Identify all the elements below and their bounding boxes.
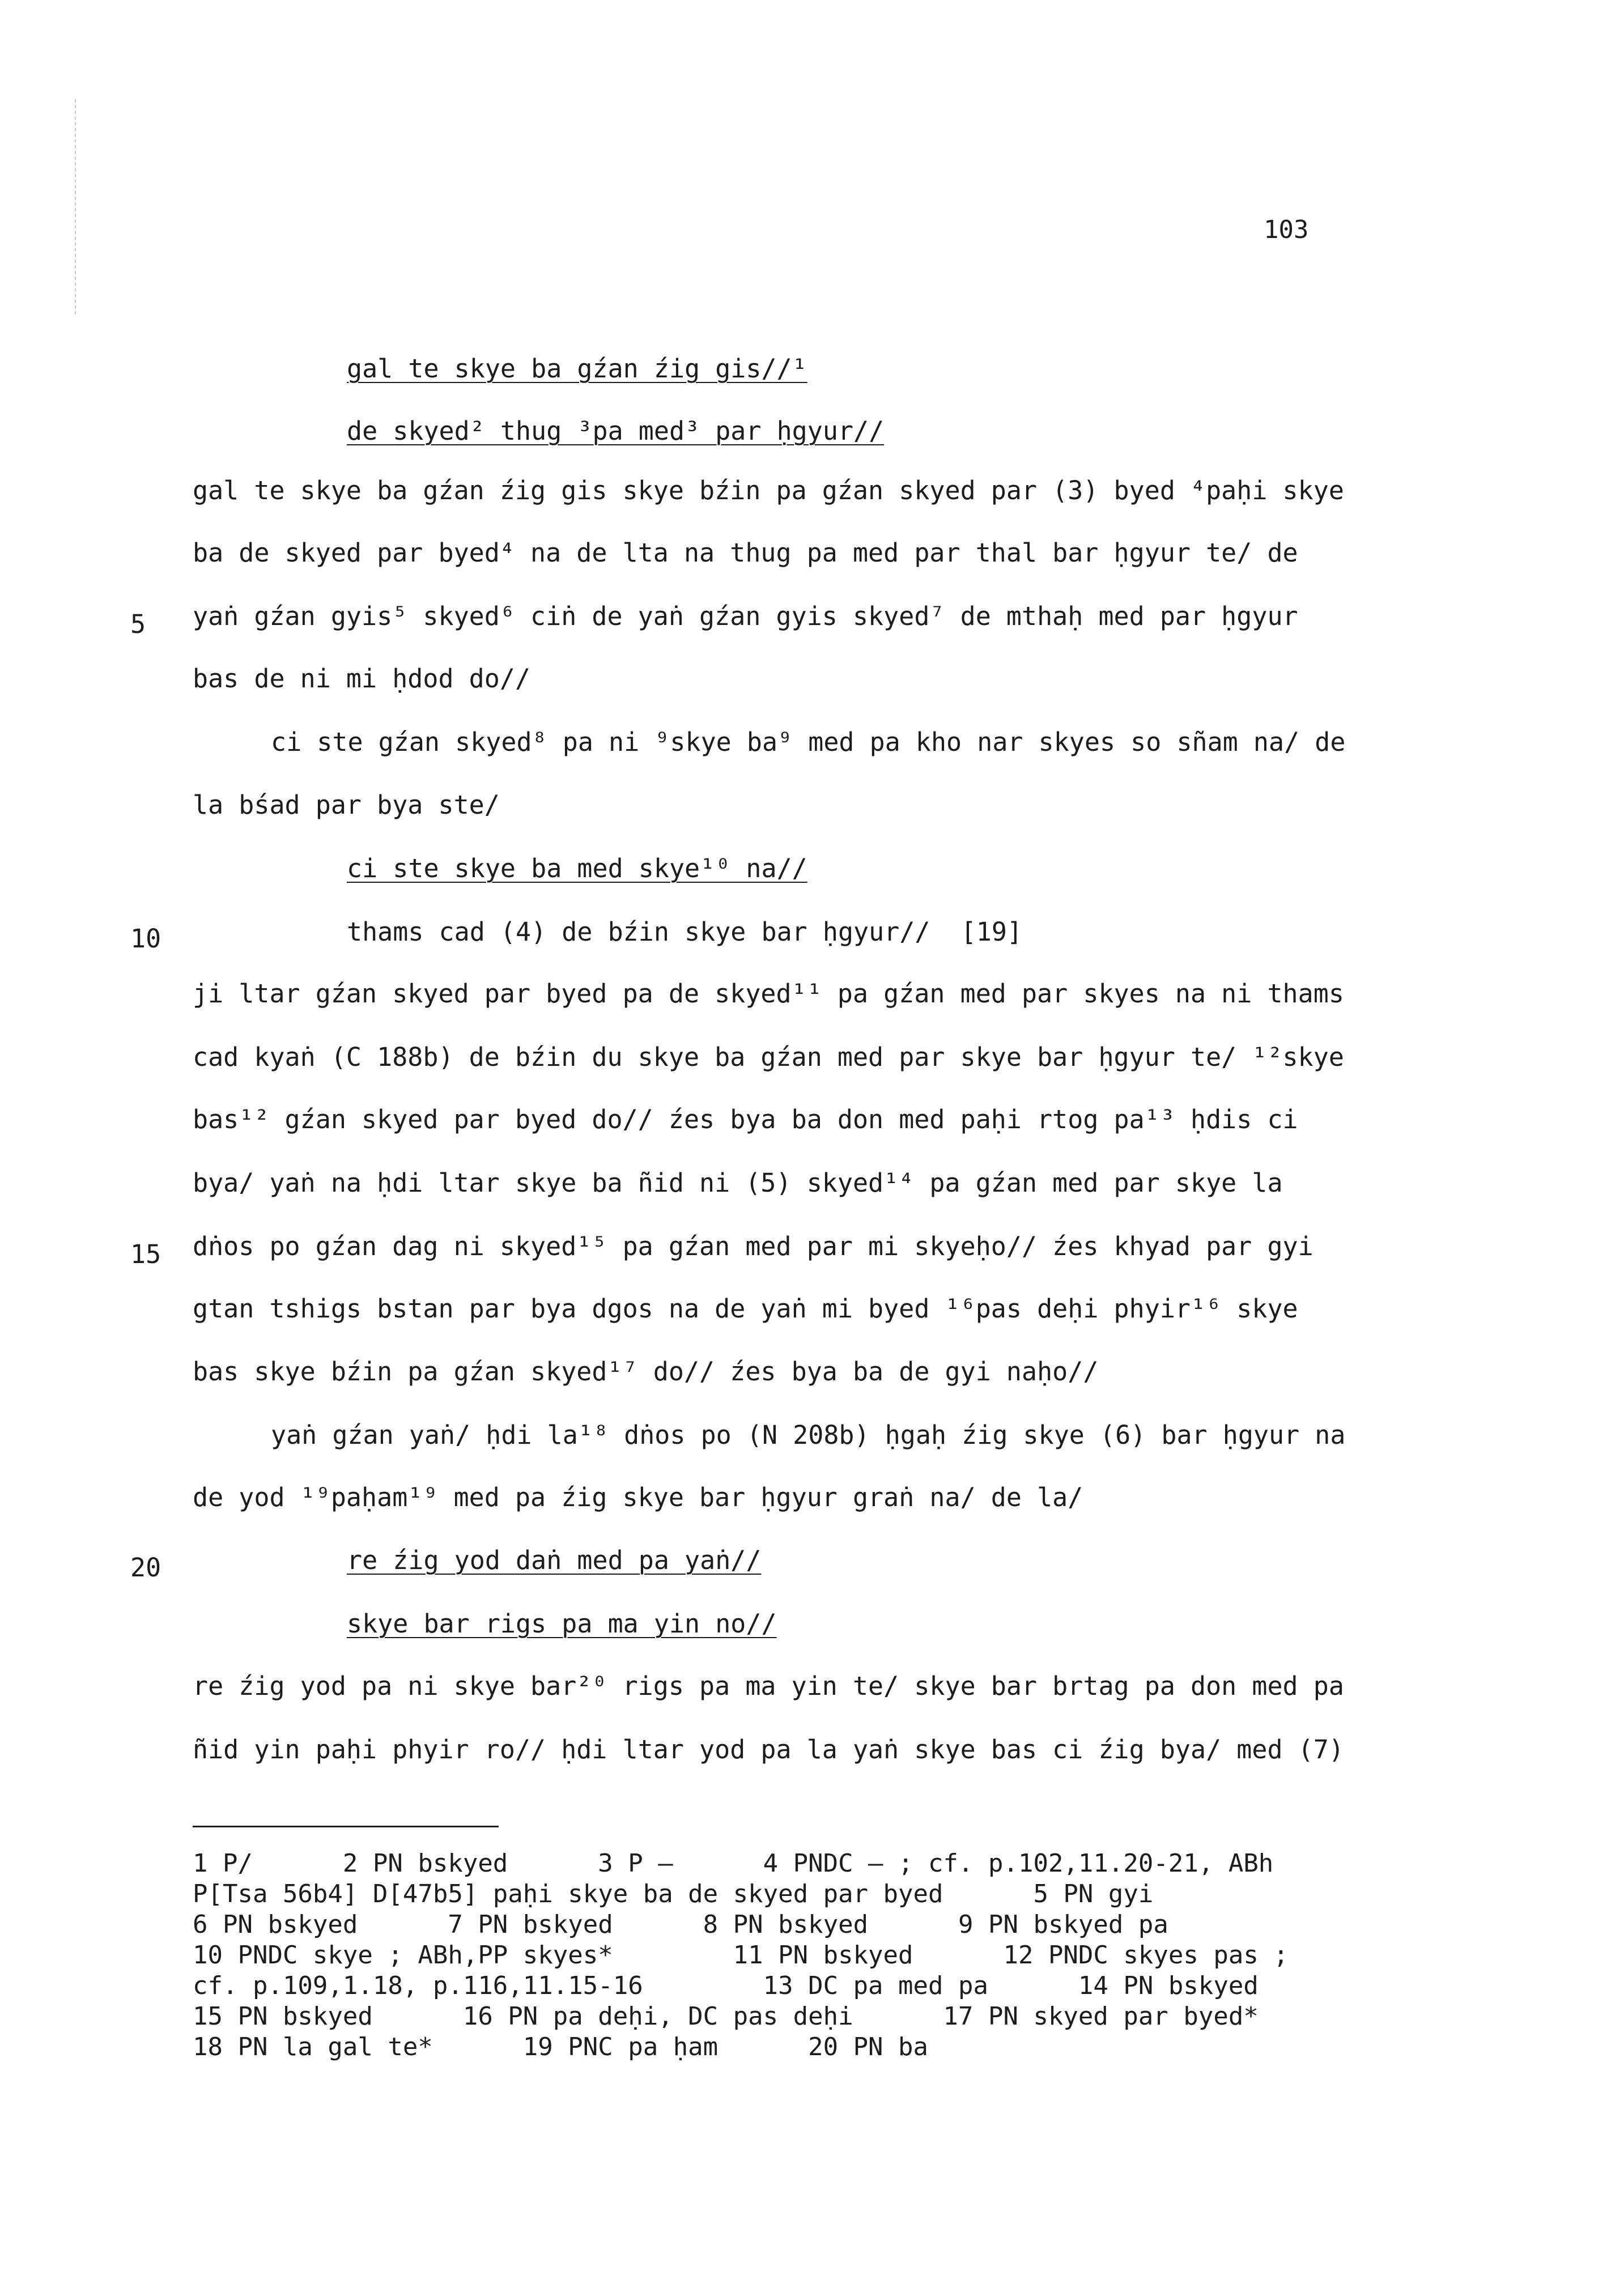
prose-line: gal te skye ba gźan źig gis skye bźin pa gźan skyed par (3) byed ⁴paḥi skye	[193, 475, 1344, 505]
footnote-line: P[Tsa 56b4] D[47b5] paḥi skye ba de skyed par byed 5 PN gyi	[193, 1880, 1154, 1908]
verse-line: de skyed² thug ³pa med³ par ḥgyur//	[347, 416, 885, 446]
prose-line: gtan tshigs bstan par bya dgos na de yaṅ mi byed ¹⁶pas deḥi phyir¹⁶ skye	[193, 1294, 1298, 1324]
verse-line: gal te skye ba gźan źig gis//¹	[347, 354, 807, 384]
prose-line: yaṅ gźan gyis⁵ skyed⁶ ciṅ de yaṅ gźan gyis skyed⁷ de mthaḥ med par ḥgyur	[193, 601, 1298, 631]
footnote-rule	[193, 1826, 499, 1827]
prose-line: bas skye bźin pa gźan skyed¹⁷ do// źes bya ba de gyi naḥo//	[193, 1357, 1099, 1387]
verse-line: re źig yod daṅ med pa yaṅ//	[347, 1545, 762, 1575]
prose-line: ñid yin paḥi phyir ro// ḥdi ltar yod pa la yaṅ skye bas ci źig bya/ med (7)	[193, 1734, 1344, 1764]
footnote-line: 18 PN la gal te* 19 PNC pa ḥam 20 PN ba	[193, 2033, 929, 2061]
footnote-line: 10 PNDC skye ; ABh,PP skyes* 11 PN bskyed 12 PNDC skyes pas ;	[193, 1941, 1289, 1970]
line-number: 20	[130, 1553, 161, 1583]
verse-line: thams cad (4) de bźin skye bar ḥgyur// [19]	[347, 917, 1023, 947]
page-number: 103	[1264, 215, 1309, 244]
line-number: 15	[130, 1239, 161, 1269]
line-number: 10	[130, 924, 161, 954]
footnote-line: 1 P/ 2 PN bskyed 3 P — 4 PNDC — ; cf. p.102,11.20-21, ABh	[193, 1849, 1274, 1878]
footnote-line: 6 PN bskyed 7 PN bskyed 8 PN bskyed 9 PN bskyed pa	[193, 1910, 1168, 1939]
prose-line: yaṅ gźan yaṅ/ ḥdi la¹⁸ dṅos po (N 208b) ḥgaḥ źig skye (6) bar ḥgyur na	[271, 1420, 1346, 1450]
prose-line: dṅos po gźan dag ni skyed¹⁵ pa gźan med par mi skyeḥo// źes khyad par gyi	[193, 1231, 1313, 1261]
verse-line: skye bar rigs pa ma yin no//	[347, 1609, 777, 1639]
footnote-line: 15 PN bskyed 16 PN pa deḥi, DC pas deḥi 17 PN skyed par byed*	[193, 2002, 1259, 2031]
prose-line: de yod ¹⁹paḥam¹⁹ med pa źig skye bar ḥgyur graṅ na/ de la/	[193, 1482, 1083, 1512]
prose-line: bas¹² gźan skyed par byed do// źes bya ba don med paḥi rtog pa¹³ ḥdis ci	[193, 1104, 1298, 1134]
prose-line: bas de ni mi ḥdod do//	[193, 664, 531, 694]
line-number: 5	[130, 609, 146, 639]
prose-line: ci ste gźan skyed⁸ pa ni ⁹skye ba⁹ med pa kho nar skyes so sñam na/ de	[271, 727, 1346, 757]
prose-line: la bśad par bya ste/	[193, 790, 500, 820]
prose-line: ba de skyed par byed⁴ na de lta na thug pa med par thal bar ḥgyur te/ de	[193, 538, 1298, 568]
prose-line: bya/ yaṅ na ḥdi ltar skye ba ñid ni (5) skyed¹⁴ pa gźan med par skye la	[193, 1168, 1283, 1198]
verse-line: ci ste skye ba med skye¹⁰ na//	[347, 853, 807, 883]
prose-line: re źig yod pa ni skye bar²⁰ rigs pa ma yin te/ skye bar brtag pa don med pa	[193, 1671, 1344, 1701]
prose-line: ji ltar gźan skyed par byed pa de skyed¹¹ pa gźan med par skyes na ni thams	[193, 979, 1344, 1009]
margin-rule	[75, 99, 76, 314]
prose-line: cad kyaṅ (C 188b) de bźin du skye ba gźan med par skye bar ḥgyur te/ ¹²skye	[193, 1042, 1344, 1072]
footnote-line: cf. p.109,1.18, p.116,11.15-16 13 DC pa med pa 14 PN bskyed	[193, 1971, 1259, 2000]
